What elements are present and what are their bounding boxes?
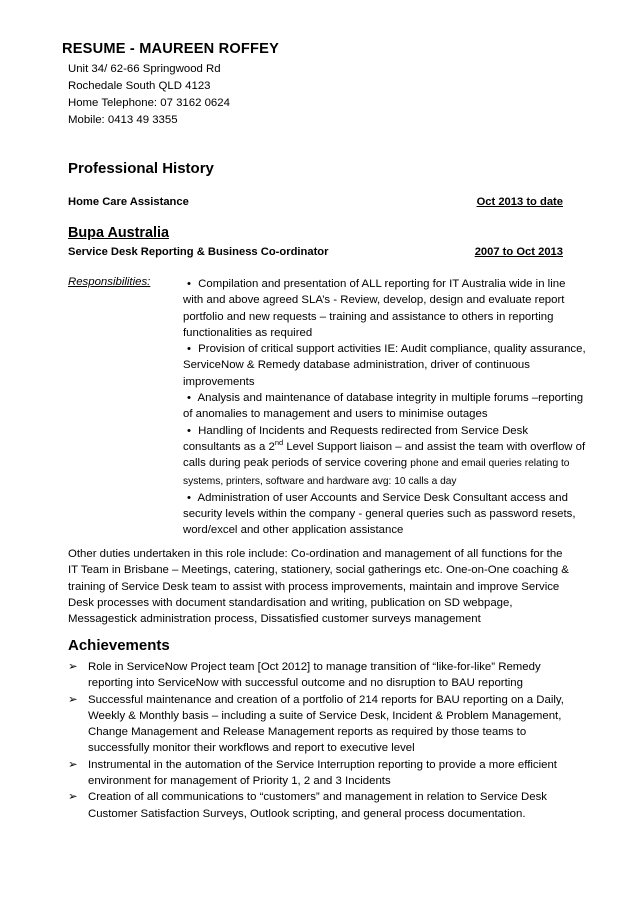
achievements-list	[68, 659, 588, 822]
professional-history-heading: Professional History	[68, 160, 214, 177]
responsibilities-label: Responsibilities:	[68, 276, 151, 288]
responsibility-item: • Provision of critical support activities IE: Audit compliance, quality assurance, ServiceNow & Remedy database administration, driver of continuous improvements	[183, 343, 586, 388]
job-row-bupa	[68, 246, 563, 261]
arrow-bullet-icon: ➢	[68, 661, 78, 673]
responsibility-item: • Handling of Incidents and Requests redirected from Service Desk consultants as a 2nd Level Support liaison – and assist the team with overflow of calls during peak periods of service covering phone and email queries relating to systems, printers, software and hardware avg: 10 calls a day	[183, 424, 586, 487]
responsibility-item: • Administration of user Accounts and Service Desk Consultant access and security levels within the company - general queries such as password resets, word/excel and other application assistance	[183, 491, 576, 537]
bullet-icon: •	[187, 343, 191, 356]
bullet-icon: •	[187, 278, 191, 290]
achievements-heading: Achievements	[68, 637, 170, 654]
home-phone: Home Telephone: 07 3162 0624	[68, 97, 230, 109]
job-title: Home Care Assistance	[68, 196, 189, 208]
achievement-item: ➢ Creation of all communications to “customers” and management in relation to Service Desk Customer Satisfaction Surveys, Outlook scripting, and general process documentation.	[68, 791, 547, 820]
job-title: Service Desk Reporting & Business Co-ordinator	[68, 246, 329, 258]
contact-block	[68, 61, 230, 129]
arrow-bullet-icon: ➢	[68, 758, 78, 771]
achievement-item: ➢ Role in ServiceNow Project team [Oct 2012] to manage transition of “like-for-like” Remedy reporting into ServiceNow with successful outcome and no disruption to BAU reporting	[68, 661, 541, 690]
responsibilities-list	[183, 276, 587, 539]
arrow-bullet-icon: ➢	[68, 693, 78, 706]
job-row-home-care	[68, 196, 563, 211]
bullet-icon: •	[187, 424, 191, 437]
achievement-item: ➢ Instrumental in the automation of the Service Interruption reporting to provide a more efficient environment for management of Priority 1, 2 and 3 Incidents	[68, 758, 557, 788]
employer-name: Bupa Australia	[68, 225, 170, 241]
address-line-1: Unit 34/ 62-66 Springwood Rd	[68, 63, 221, 75]
responsibility-item: • Analysis and maintenance of database integrity in multiple forums –reporting of anomalies to management and users to minimise outages	[183, 392, 584, 421]
achievement-item: ➢ Successful maintenance and creation of a portfolio of 214 reports for BAU reporting on a Daily, Weekly & Monthly basis – including a suite of Service Desk, Incident & Problem Management, Change Management and Release Management reports as required by those teams to successfully monitor their workflows and report to executive level	[68, 693, 564, 755]
resume-title: RESUME - MAUREEN ROFFEY	[62, 41, 280, 57]
bullet-icon: •	[187, 392, 191, 405]
job-dates: 2007 to Oct 2013	[474, 246, 563, 258]
arrow-bullet-icon: ➢	[68, 791, 78, 804]
other-duties-paragraph: Other duties undertaken in this role include: Co-ordination and management of all functions for the IT Team in Brisbane – Meetings, catering, stationery, social gatherings etc. One-on-One coaching & training of Service Desk team to assist with process improvements, maintain and improve Service Desk processes with document standardisation and writing, publication on SD webpage, Messagestick administration process, Dissatisfied customer surveys management	[68, 548, 569, 626]
mobile-phone: Mobile: 0413 49 3355	[68, 114, 178, 126]
address-line-2: Rochedale South QLD 4123	[68, 80, 211, 92]
responsibility-item: • Compilation and presentation of ALL reporting for IT Australia wide in line with and above agreed SLA’s - Review, develop, design and evaluate report portfolio and new requests – training and assistance to others in reporting functionalities as required	[183, 278, 566, 339]
bullet-icon: •	[187, 491, 191, 504]
job-dates: Oct 2013 to date	[476, 196, 563, 208]
